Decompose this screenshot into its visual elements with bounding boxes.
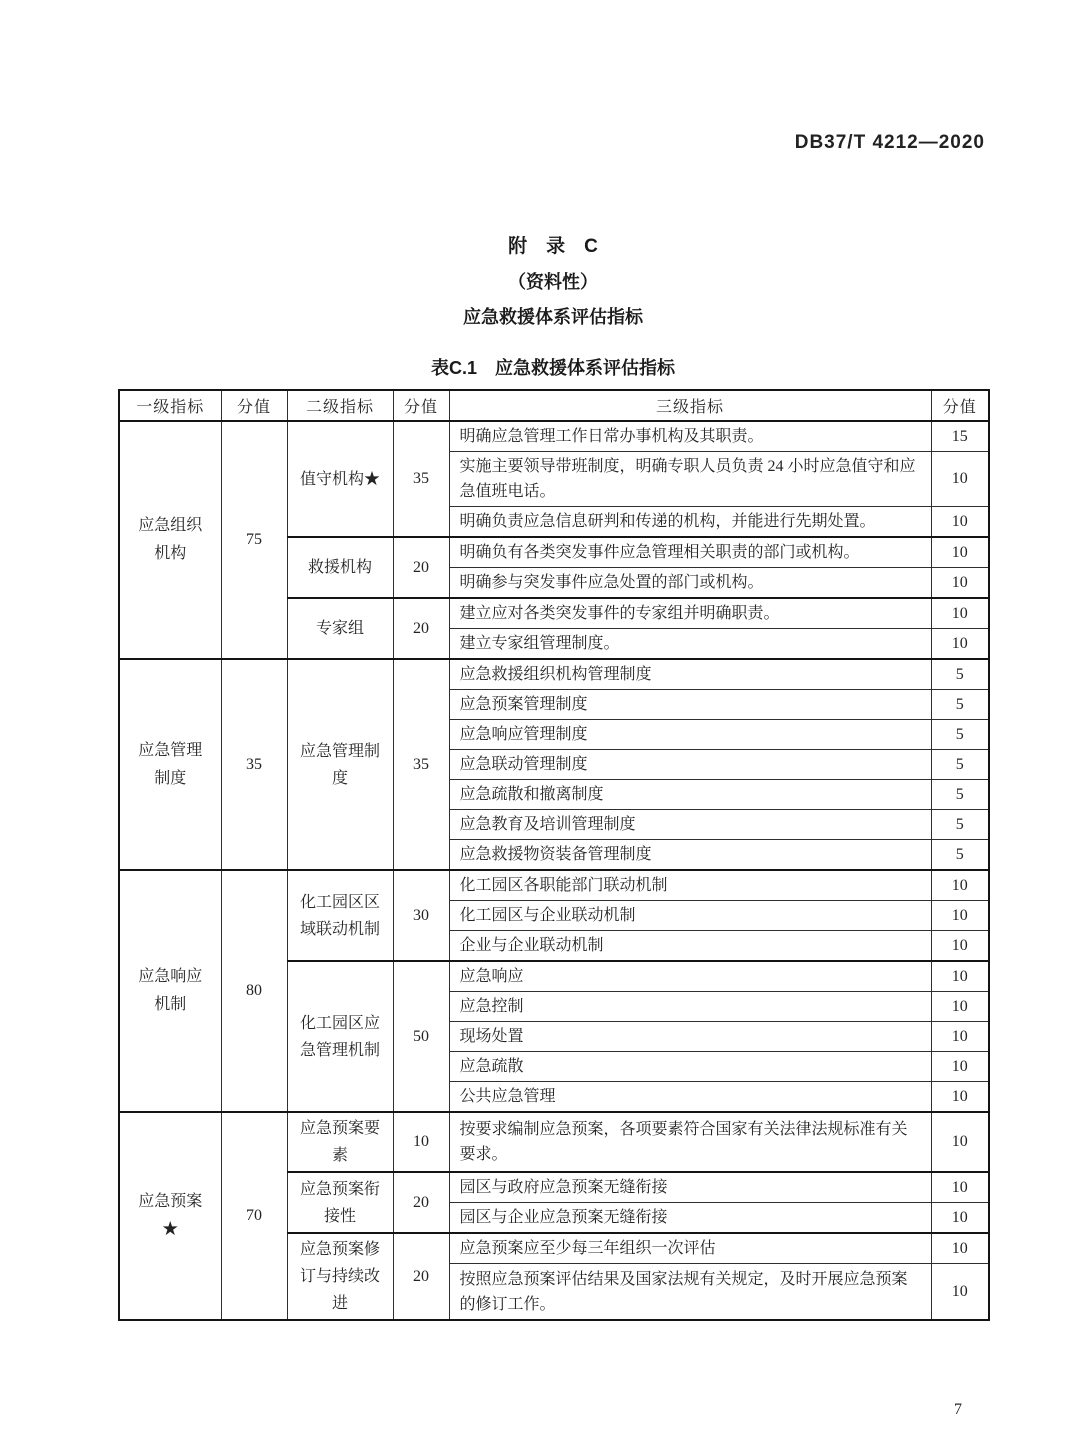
level3-score-cell: 10 bbox=[931, 629, 989, 660]
level3-score-cell: 10 bbox=[931, 992, 989, 1022]
level3-indicator-cell: 明确负责应急信息研判和传递的机构，并能进行先期处置。 bbox=[449, 507, 931, 538]
level2-indicator-cell: 应急预案衔接性 bbox=[287, 1172, 393, 1233]
level3-score-cell: 5 bbox=[931, 810, 989, 840]
level3-score-cell: 10 bbox=[931, 870, 989, 901]
level3-score-cell: 10 bbox=[931, 961, 989, 992]
level2-score-cell: 35 bbox=[393, 421, 449, 537]
level3-score-cell: 10 bbox=[931, 507, 989, 538]
level3-score-cell: 5 bbox=[931, 750, 989, 780]
level1-indicator-cell: 应急组织机构 bbox=[119, 421, 221, 659]
level3-indicator-cell: 化工园区各职能部门联动机制 bbox=[449, 870, 931, 901]
level3-indicator-cell: 明确负有各类突发事件应急管理相关职责的部门或机构。 bbox=[449, 537, 931, 568]
level3-indicator-cell: 应急教育及培训管理制度 bbox=[449, 810, 931, 840]
level3-indicator-cell: 应急预案管理制度 bbox=[449, 690, 931, 720]
level2-indicator-cell: 救援机构 bbox=[287, 537, 393, 598]
level3-indicator-cell: 应急救援组织机构管理制度 bbox=[449, 659, 931, 690]
level3-score-cell: 10 bbox=[931, 598, 989, 629]
header-level1-indicator: 一级指标 bbox=[119, 390, 221, 421]
level2-score-cell: 30 bbox=[393, 870, 449, 961]
level3-score-cell: 5 bbox=[931, 720, 989, 750]
level3-indicator-cell: 企业与企业联动机制 bbox=[449, 931, 931, 962]
level3-score-cell: 10 bbox=[931, 568, 989, 599]
level3-indicator-cell: 明确参与突发事件应急处置的部门或机构。 bbox=[449, 568, 931, 599]
level1-score-cell: 80 bbox=[221, 870, 287, 1112]
level1-score-cell: 75 bbox=[221, 421, 287, 659]
level3-indicator-cell: 园区与政府应急预案无缝衔接 bbox=[449, 1172, 931, 1203]
level3-score-cell: 10 bbox=[931, 1112, 989, 1172]
level3-indicator-cell: 应急疏散 bbox=[449, 1052, 931, 1082]
level3-score-cell: 5 bbox=[931, 659, 989, 690]
level3-score-cell: 5 bbox=[931, 780, 989, 810]
level3-score-cell: 10 bbox=[931, 1264, 989, 1320]
level3-score-cell: 10 bbox=[931, 931, 989, 962]
level3-score-cell: 10 bbox=[931, 1172, 989, 1203]
header-level2-score: 分值 bbox=[393, 390, 449, 421]
level3-score-cell: 10 bbox=[931, 1052, 989, 1082]
level2-indicator-cell: 应急预案要素 bbox=[287, 1112, 393, 1172]
header-level3-indicator: 三级指标 bbox=[449, 390, 931, 421]
level2-score-cell: 35 bbox=[393, 659, 449, 870]
level3-indicator-cell: 应急响应管理制度 bbox=[449, 720, 931, 750]
level3-score-cell: 10 bbox=[931, 1233, 989, 1264]
table-header-row bbox=[119, 390, 989, 421]
level3-score-cell: 10 bbox=[931, 537, 989, 568]
table-row bbox=[119, 870, 989, 901]
level2-indicator-cell: 化工园区区域联动机制 bbox=[287, 870, 393, 961]
level3-indicator-cell: 建立应对各类突发事件的专家组并明确职责。 bbox=[449, 598, 931, 629]
level3-indicator-cell: 应急疏散和撤离制度 bbox=[449, 780, 931, 810]
level3-score-cell: 10 bbox=[931, 901, 989, 931]
level3-score-cell: 10 bbox=[931, 1022, 989, 1052]
level3-indicator-cell: 公共应急管理 bbox=[449, 1082, 931, 1113]
level2-indicator-cell: 值守机构★ bbox=[287, 421, 393, 537]
appendix-title: 应急救援体系评估指标 bbox=[463, 307, 643, 327]
level2-indicator-cell: 应急管理制度 bbox=[287, 659, 393, 870]
level3-indicator-cell: 现场处置 bbox=[449, 1022, 931, 1052]
level2-score-cell: 20 bbox=[393, 537, 449, 598]
level3-indicator-cell: 实施主要领导带班制度，明确专职人员负责 24 小时应急值守和应急值班电话。 bbox=[449, 452, 931, 507]
level3-indicator-cell: 按照应急预案评估结果及国家法规有关规定，及时开展应急预案的修订工作。 bbox=[449, 1264, 931, 1320]
level3-indicator-cell: 建立专家组管理制度。 bbox=[449, 629, 931, 660]
level3-score-cell: 10 bbox=[931, 452, 989, 507]
level2-score-cell: 20 bbox=[393, 1172, 449, 1233]
appendix-type-note: （资料性） bbox=[508, 272, 598, 292]
header-level3-score: 分值 bbox=[931, 390, 989, 421]
page-content bbox=[118, 0, 988, 1321]
page-number: 7 bbox=[954, 1401, 962, 1418]
appendix-heading: 附 录 C bbox=[508, 236, 598, 257]
level3-score-cell: 10 bbox=[931, 1082, 989, 1113]
doc-code: DB37/T 4212—2020 bbox=[794, 132, 985, 153]
level2-score-cell: 50 bbox=[393, 961, 449, 1112]
table-row bbox=[119, 659, 989, 690]
level3-score-cell: 15 bbox=[931, 421, 989, 452]
level3-indicator-cell: 化工园区与企业联动机制 bbox=[449, 901, 931, 931]
table-row bbox=[119, 421, 989, 452]
header-level1-score: 分值 bbox=[221, 390, 287, 421]
level1-indicator-cell: 应急响应机制 bbox=[119, 870, 221, 1112]
level2-indicator-cell: 化工园区应急管理机制 bbox=[287, 961, 393, 1112]
level3-indicator-cell: 应急预案应至少每三年组织一次评估 bbox=[449, 1233, 931, 1264]
level2-indicator-cell: 应急预案修订与持续改进 bbox=[287, 1233, 393, 1320]
level2-score-cell: 20 bbox=[393, 1233, 449, 1320]
level1-indicator-cell: 应急管理制度 bbox=[119, 659, 221, 870]
level3-score-cell: 10 bbox=[931, 1203, 989, 1234]
level3-indicator-cell: 应急联动管理制度 bbox=[449, 750, 931, 780]
table-caption: 表C.1 应急救援体系评估指标 bbox=[430, 358, 675, 378]
indicator-table-body bbox=[119, 421, 989, 1320]
level1-score-cell: 35 bbox=[221, 659, 287, 870]
level2-score-cell: 20 bbox=[393, 598, 449, 659]
level3-indicator-cell: 按要求编制应急预案，各项要素符合国家有关法律法规标准有关要求。 bbox=[449, 1112, 931, 1172]
table-row bbox=[119, 1112, 989, 1172]
level1-score-cell: 70 bbox=[221, 1112, 287, 1320]
level3-score-cell: 5 bbox=[931, 840, 989, 871]
level3-indicator-cell: 应急响应 bbox=[449, 961, 931, 992]
level3-indicator-cell: 应急救援物资装备管理制度 bbox=[449, 840, 931, 871]
level2-indicator-cell: 专家组 bbox=[287, 598, 393, 659]
level3-indicator-cell: 应急控制 bbox=[449, 992, 931, 1022]
indicator-table bbox=[118, 389, 990, 1321]
level1-indicator-cell: 应急预案★ bbox=[119, 1112, 221, 1320]
header-level2-indicator: 二级指标 bbox=[287, 390, 393, 421]
level2-score-cell: 10 bbox=[393, 1112, 449, 1172]
level3-indicator-cell: 园区与企业应急预案无缝衔接 bbox=[449, 1203, 931, 1234]
level3-indicator-cell: 明确应急管理工作日常办事机构及其职责。 bbox=[449, 421, 931, 452]
level3-score-cell: 5 bbox=[931, 690, 989, 720]
